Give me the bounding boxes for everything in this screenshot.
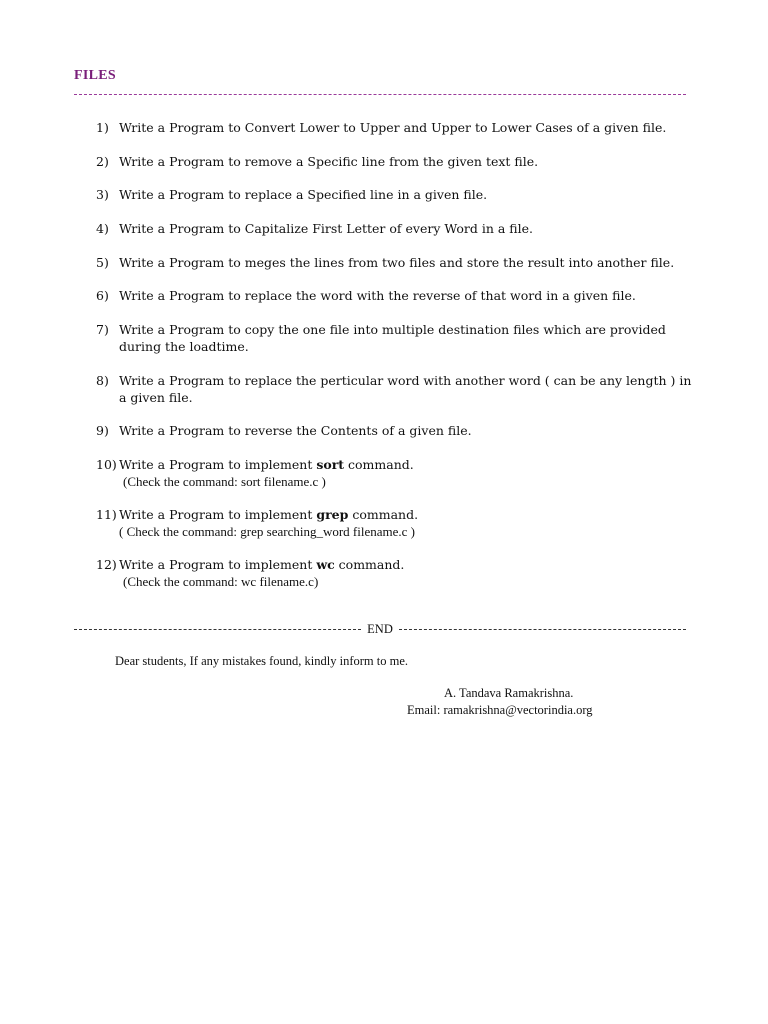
item-number: 8): [96, 373, 109, 388]
exercise-item-2: [96, 153, 696, 170]
exercise-item-1: [96, 119, 696, 136]
end-divider: [74, 622, 686, 637]
item-text-pre: Write a Program to implement: [119, 507, 317, 522]
item-text-post: command.: [334, 557, 405, 572]
exercise-item-6: [96, 287, 696, 304]
item-text: [119, 506, 696, 523]
exercise-item-11: [96, 506, 696, 540]
command-hint: (Check the command: wc filename.c): [123, 574, 319, 589]
item-text: Write a Program to Capitalize First Letter of every Word in a file.: [119, 221, 533, 236]
item-text-pre: Write a Program to implement: [119, 457, 317, 472]
command-name: grep: [316, 507, 349, 522]
end-divider-right: [399, 629, 686, 630]
item-text: Write a Program to remove a Specific line from the given text file.: [119, 154, 539, 169]
item-text: Write a Program to replace the word with the reverse of that word in a given file.: [119, 288, 636, 303]
item-text-post: command.: [344, 457, 414, 472]
item-number: 7): [96, 322, 109, 337]
exercise-item-5: [96, 254, 696, 271]
command-hint: ( Check the command: grep searching_word filename.c ): [119, 524, 415, 539]
item-text: [119, 456, 696, 473]
item-text: [119, 556, 696, 573]
item-text: Write a Program to meges the lines from two files and store the result into another file.: [119, 255, 675, 270]
item-text: Write a Program to replace a Specified line in a given file.: [119, 187, 488, 202]
item-text: Write a Program to Convert Lower to Upper and Upper to Lower Cases of a given file.: [119, 120, 667, 135]
item-number: 3): [96, 187, 109, 202]
item-number: 1): [96, 120, 109, 135]
command-name: sort: [316, 457, 345, 472]
exercise-item-4: [96, 220, 696, 237]
command-hint: (Check the command: sort filename.c ): [123, 474, 326, 489]
item-text: Write a Program to replace the perticular word with another word ( can be any length ) in a given file.: [119, 373, 692, 405]
item-number: 6): [96, 288, 109, 303]
item-number: 5): [96, 255, 109, 270]
item-number: 10): [96, 457, 117, 472]
exercise-item-8: [96, 372, 696, 406]
author-email: Email: ramakrishna@vectorindia.org: [407, 703, 593, 717]
end-label: END: [367, 622, 393, 636]
item-number: 11): [96, 507, 117, 522]
item-number: 9): [96, 423, 109, 438]
item-number: 12): [96, 557, 117, 572]
exercise-item-9: [96, 422, 696, 439]
heading-divider: [74, 94, 686, 95]
item-text: Write a Program to reverse the Contents of a given file.: [119, 423, 472, 438]
item-number: 2): [96, 154, 109, 169]
section-heading: FILES: [74, 68, 116, 83]
exercise-item-10: [96, 456, 696, 490]
exercise-item-3: [96, 186, 696, 203]
item-number: 4): [96, 221, 109, 236]
author-name: A. Tandava Ramakrishna.: [444, 686, 574, 700]
exercise-item-7: [96, 321, 696, 355]
item-text-post: command.: [348, 507, 419, 522]
end-divider-left: [74, 629, 361, 630]
closing-note: Dear students, If any mistakes found, kindly inform to me.: [115, 654, 408, 668]
command-name: wc: [316, 557, 335, 572]
exercise-item-12: [96, 556, 696, 590]
item-text: Write a Program to copy the one file into multiple destination files which are provided during the loadtime.: [119, 322, 666, 354]
item-text-pre: Write a Program to implement: [119, 557, 317, 572]
